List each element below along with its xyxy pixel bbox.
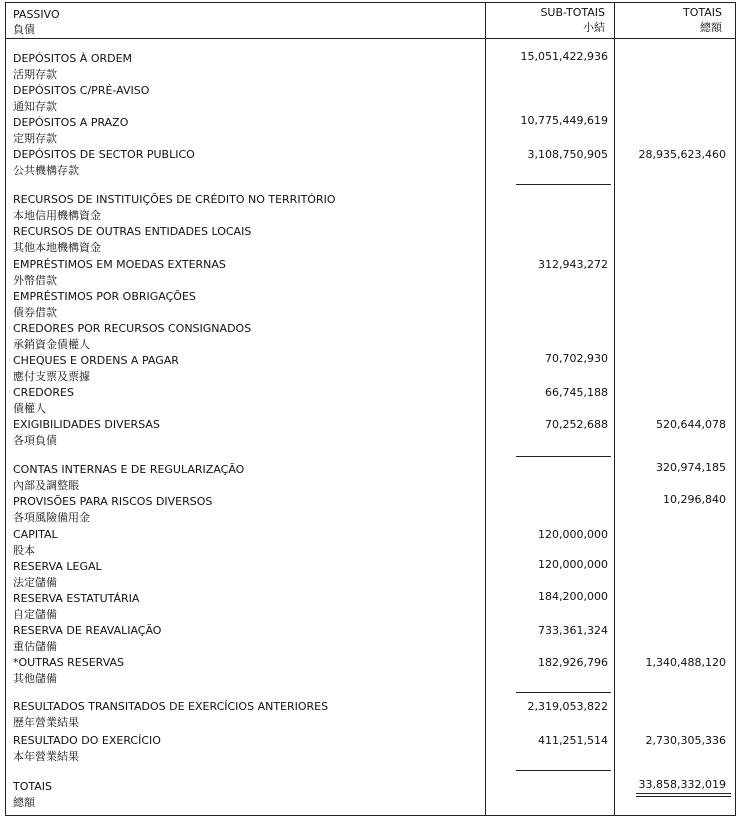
row-label-pt: CHEQUES E ORDENS A PAGAR [13,354,179,367]
header-passivo: PASSIVO [13,8,60,21]
total-double-rule [636,793,731,794]
header-liabilities-zh: 負債 [13,23,35,36]
row-label-zh: 債權人 [13,402,46,415]
row-label-zh: 應付支票及票據 [13,370,90,383]
row-subtotal: 2,319,053,822 [527,700,608,713]
row-label-zh: 通知存款 [13,100,57,113]
row-label-pt: TOTAIS [13,780,52,793]
row-total: 33,858,332,019 [638,778,726,791]
row-subtotal: 733,361,324 [538,624,608,637]
row-subtotal: 15,051,422,936 [520,50,608,63]
row-label-pt: RESULTADOS TRANSITADOS DE EXERCÍCIOS ANTERIORES [13,700,329,713]
row-label-zh: 活期存款 [13,68,57,81]
row-label-pt: RECURSOS DE OUTRAS ENTIDADES LOCAIS [13,225,252,238]
row-label-pt: DEPÓSITOS A PRAZO [13,116,129,129]
row-label-pt: PROVISÕES PARA RISCOS DIVERSOS [13,495,213,508]
subtotal-rule [516,692,611,693]
row-label-pt: DEPÓSITOS À ORDEM [13,52,133,65]
row-label-pt: EXIGIBILIDADES DIVERSAS [13,418,160,431]
row-label-zh: 總額 [13,796,35,809]
row-label-pt: RESULTADO DO EXERCÍCIO [13,734,161,747]
row-total: 320,974,185 [656,461,726,474]
row-label-pt: DEPÓSITOS C/PRÉ-AVISO [13,84,150,97]
row-label-zh: 自定儲備 [13,608,57,621]
row-label-zh: 本地信用機構資金 [13,209,101,222]
row-label-zh: 其他儲備 [13,672,57,685]
row-subtotal: 182,926,796 [538,656,608,669]
column-divider [614,2,615,816]
row-label-pt: RECURSOS DE INSTITUIÇÕES DE CRÉDITO NO TERRITÓRIO [13,193,336,206]
row-label-zh: 內部及調整賬 [13,479,79,492]
subtotal-rule [516,456,611,457]
row-subtotal: 66,745,188 [545,386,608,399]
row-subtotal: 312,943,272 [538,258,608,271]
row-label-zh: 股本 [13,544,35,557]
row-label-pt: EMPRÉSTIMOS POR OBRIGAÇÕES [13,290,196,303]
row-subtotal: 411,251,514 [538,734,608,747]
row-total: 28,935,623,460 [638,148,726,161]
header-subtotals-zh: 小結 [583,21,605,34]
subtotal-rule [516,770,611,771]
row-label-pt: CREDORES [13,386,74,399]
row-label-zh: 定期存款 [13,132,57,145]
row-subtotal: 120,000,000 [538,528,608,541]
row-label-zh: 法定儲備 [13,576,57,589]
row-total: 520,644,078 [656,418,726,431]
header-divider [5,38,736,39]
total-double-rule [636,796,731,797]
row-total: 1,340,488,120 [645,656,726,669]
row-subtotal: 10,775,449,619 [520,114,608,127]
row-label-pt: CAPITAL [13,528,58,541]
row-label-zh: 其他本地機構資金 [13,241,101,254]
row-total: 2,730,305,336 [645,734,726,747]
row-label-pt: RESERVA LEGAL [13,560,102,573]
row-label-zh: 歷年營業結果 [13,716,79,729]
header-subtotals: SUB-TOTAIS [540,6,605,19]
row-label-pt: RESERVA DE REAVALIAÇÃO [13,624,162,637]
row-label-zh: 各項負債 [13,434,57,447]
row-subtotal: 70,252,688 [545,418,608,431]
row-label-zh: 承銷資金債權人 [13,338,90,351]
row-label-pt: CONTAS INTERNAS E DE REGULARIZAÇÃO [13,463,245,476]
row-label-pt: *OUTRAS RESERVAS [13,656,125,669]
row-label-pt: EMPRÉSTIMOS EM MOEDAS EXTERNAS [13,258,226,271]
column-divider [485,2,486,816]
row-total: 10,296,840 [663,493,726,506]
row-label-zh: 債券借款 [13,306,57,319]
row-label-pt: CREDORES POR RECURSOS CONSIGNADOS [13,322,252,335]
header-totals-zh: 總額 [700,21,722,34]
row-label-zh: 外幣借款 [13,274,57,287]
row-label-pt: DEPÓSITOS DE SECTOR PUBLICO [13,148,195,161]
row-label-zh: 各項風險備用金 [13,511,90,524]
header-totals: TOTAIS [683,6,722,19]
subtotal-rule [516,184,611,185]
row-subtotal: 184,200,000 [538,590,608,603]
row-subtotal: 3,108,750,905 [527,148,608,161]
row-subtotal: 120,000,000 [538,558,608,571]
row-subtotal: 70,702,930 [545,352,608,365]
row-label-pt: RESERVA ESTATUTÁRIA [13,592,140,605]
row-label-zh: 重估儲備 [13,640,57,653]
row-label-zh: 本年營業結果 [13,750,79,763]
row-label-zh: 公共機構存款 [13,164,79,177]
